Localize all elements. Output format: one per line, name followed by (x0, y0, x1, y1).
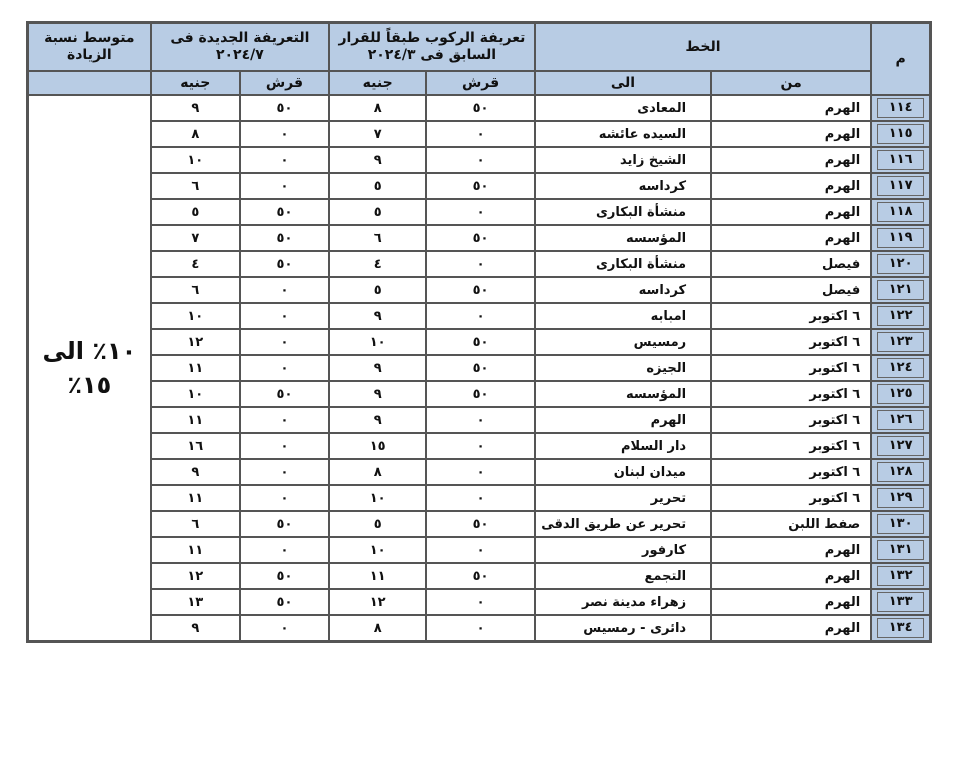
table-row (28, 563, 930, 589)
row-number-label: ١٢٢ (877, 306, 924, 326)
row-number-label: ١١٧ (877, 176, 924, 196)
row-number (871, 355, 930, 381)
header-old-piastre: قرش (426, 71, 534, 95)
from-cell: صفط اللبن (711, 511, 871, 537)
old-pound-cell: ٨ (329, 459, 426, 485)
new-pound-cell: ١٦ (151, 433, 240, 459)
to-cell: المعادى (535, 95, 711, 121)
row-number-label: ١٢٧ (877, 436, 924, 456)
new-piastre-cell: ٠ (240, 147, 329, 173)
table-row (28, 433, 930, 459)
from-cell: ٦ اكتوبر (711, 355, 871, 381)
row-number-label: ١٢٩ (877, 488, 924, 508)
to-cell: دائرى - رمسيس (535, 615, 711, 641)
header-line: الخط (535, 23, 871, 71)
table-row (28, 615, 930, 641)
row-number (871, 589, 930, 615)
row-number-label: ١٢٦ (877, 410, 924, 430)
new-pound-cell: ٩ (151, 459, 240, 485)
to-cell: الشيخ زايد (535, 147, 711, 173)
row-number (871, 485, 930, 511)
to-cell: كرداسه (535, 173, 711, 199)
row-number (871, 511, 930, 537)
table-row (28, 329, 930, 355)
row-number-label: ١٣٤ (877, 618, 924, 638)
row-number-label: ١٣١ (877, 540, 924, 560)
old-piastre-cell: ٥٠ (426, 225, 534, 251)
table-row (28, 251, 930, 277)
row-number-label: ١٢١ (877, 280, 924, 300)
old-pound-cell: ٥ (329, 199, 426, 225)
row-number-label: ١١٤ (877, 98, 924, 118)
old-pound-cell: ٩ (329, 407, 426, 433)
header-new-piastre: قرش (240, 71, 329, 95)
to-cell: الجيزه (535, 355, 711, 381)
to-cell: منشأة البكارى (535, 199, 711, 225)
from-cell: فيصل (711, 251, 871, 277)
new-pound-cell: ١٠ (151, 147, 240, 173)
from-cell: فيصل (711, 277, 871, 303)
old-pound-cell: ٥ (329, 277, 426, 303)
old-pound-cell: ٥ (329, 511, 426, 537)
row-number (871, 251, 930, 277)
new-pound-cell: ٦ (151, 511, 240, 537)
from-cell: الهرم (711, 615, 871, 641)
table-row (28, 199, 930, 225)
table-row (28, 121, 930, 147)
new-piastre-cell: ٠ (240, 407, 329, 433)
row-number (871, 381, 930, 407)
table-row (28, 303, 930, 329)
to-cell: السيده عائشه (535, 121, 711, 147)
avg-increase-value: ١٠٪ الى ١٥٪ (28, 95, 151, 641)
old-piastre-cell: ٥٠ (426, 355, 534, 381)
row-number-label: ١١٥ (877, 124, 924, 144)
fare-table (26, 21, 932, 643)
row-number-label: ١٣٣ (877, 592, 924, 612)
old-piastre-cell: ٠ (426, 537, 534, 563)
header-row-sub (28, 71, 930, 95)
to-cell: المؤسسه (535, 225, 711, 251)
new-pound-cell: ١١ (151, 537, 240, 563)
table-row (28, 381, 930, 407)
header-to: الى (535, 71, 711, 95)
new-piastre-cell: ٠ (240, 121, 329, 147)
row-number (871, 615, 930, 641)
to-cell: دار السلام (535, 433, 711, 459)
new-piastre-cell: ٠ (240, 537, 329, 563)
row-number-label: ١٢٣ (877, 332, 924, 352)
new-pound-cell: ١١ (151, 485, 240, 511)
new-piastre-cell: ٠ (240, 277, 329, 303)
new-piastre-cell: ٠ (240, 329, 329, 355)
table-row (28, 407, 930, 433)
header-avg-blank (28, 71, 151, 95)
row-number-label: ١١٨ (877, 202, 924, 222)
from-cell: الهرم (711, 121, 871, 147)
from-cell: ٦ اكتوبر (711, 407, 871, 433)
new-piastre-cell: ٠ (240, 485, 329, 511)
row-number (871, 563, 930, 589)
row-number (871, 407, 930, 433)
row-number-label: ١١٩ (877, 228, 924, 248)
to-cell: ميدان لبنان (535, 459, 711, 485)
row-number-label: ١٣٠ (877, 514, 924, 534)
table-row (28, 459, 930, 485)
from-cell: ٦ اكتوبر (711, 485, 871, 511)
row-number (871, 225, 930, 251)
row-number (871, 95, 930, 121)
new-pound-cell: ١٢ (151, 563, 240, 589)
old-piastre-cell: ٥٠ (426, 173, 534, 199)
new-piastre-cell: ٠ (240, 303, 329, 329)
table-row (28, 355, 930, 381)
row-number-label: ١٢٥ (877, 384, 924, 404)
new-pound-cell: ٦ (151, 277, 240, 303)
old-piastre-cell: ٥٠ (426, 511, 534, 537)
row-number-label: ١٢٨ (877, 462, 924, 482)
new-pound-cell: ٧ (151, 225, 240, 251)
old-piastre-cell: ٥٠ (426, 95, 534, 121)
old-pound-cell: ٨ (329, 95, 426, 121)
row-number (871, 147, 930, 173)
to-cell: المؤسسه (535, 381, 711, 407)
old-pound-cell: ١٠ (329, 537, 426, 563)
table-row (28, 511, 930, 537)
table-row (28, 95, 930, 121)
new-piastre-cell: ٥٠ (240, 199, 329, 225)
old-piastre-cell: ٠ (426, 407, 534, 433)
to-cell: زهراء مدينة نصر (535, 589, 711, 615)
old-pound-cell: ٥ (329, 173, 426, 199)
old-piastre-cell: ٠ (426, 485, 534, 511)
to-cell: تحرير (535, 485, 711, 511)
new-piastre-cell: ٠ (240, 433, 329, 459)
from-cell: الهرم (711, 589, 871, 615)
row-number (871, 303, 930, 329)
to-cell: كرداسه (535, 277, 711, 303)
header-new-pound: جنيه (151, 71, 240, 95)
row-number-label: ١٢٤ (877, 358, 924, 378)
row-number (871, 433, 930, 459)
old-piastre-cell: ٥٠ (426, 381, 534, 407)
to-cell: رمسيس (535, 329, 711, 355)
new-piastre-cell: ٠ (240, 459, 329, 485)
new-piastre-cell: ٥٠ (240, 563, 329, 589)
to-cell: التجمع (535, 563, 711, 589)
to-cell: منشأة البكارى (535, 251, 711, 277)
new-pound-cell: ١٠ (151, 381, 240, 407)
old-piastre-cell: ٠ (426, 251, 534, 277)
row-number-label: ١٣٢ (877, 566, 924, 586)
new-piastre-cell: ٠ (240, 355, 329, 381)
row-number (871, 121, 930, 147)
table-row (28, 173, 930, 199)
header-num: م (871, 23, 930, 95)
new-pound-cell: ١١ (151, 407, 240, 433)
old-piastre-cell: ٠ (426, 433, 534, 459)
new-pound-cell: ٥ (151, 199, 240, 225)
old-piastre-cell: ٥٠ (426, 277, 534, 303)
from-cell: الهرم (711, 95, 871, 121)
new-piastre-cell: ٠ (240, 173, 329, 199)
new-piastre-cell: ٥٠ (240, 381, 329, 407)
to-cell: امبابه (535, 303, 711, 329)
row-number-label: ١١٦ (877, 150, 924, 170)
to-cell: تحرير عن طريق الدقى (535, 511, 711, 537)
old-piastre-cell: ٠ (426, 199, 534, 225)
old-pound-cell: ٨ (329, 615, 426, 641)
table-row (28, 589, 930, 615)
new-pound-cell: ١٢ (151, 329, 240, 355)
old-pound-cell: ١٠ (329, 485, 426, 511)
from-cell: ٦ اكتوبر (711, 329, 871, 355)
from-cell: الهرم (711, 537, 871, 563)
new-piastre-cell: ٥٠ (240, 95, 329, 121)
new-pound-cell: ٦ (151, 173, 240, 199)
old-pound-cell: ٩ (329, 355, 426, 381)
old-piastre-cell: ٠ (426, 147, 534, 173)
row-number-label: ١٢٠ (877, 254, 924, 274)
from-cell: الهرم (711, 173, 871, 199)
old-piastre-cell: ٥٠ (426, 329, 534, 355)
row-number (871, 173, 930, 199)
old-pound-cell: ٩ (329, 303, 426, 329)
old-pound-cell: ٤ (329, 251, 426, 277)
from-cell: الهرم (711, 225, 871, 251)
from-cell: ٦ اكتوبر (711, 433, 871, 459)
new-piastre-cell: ٥٠ (240, 589, 329, 615)
header-old-pound: جنيه (329, 71, 426, 95)
new-piastre-cell: ٥٠ (240, 251, 329, 277)
old-piastre-cell: ٠ (426, 615, 534, 641)
from-cell: ٦ اكتوبر (711, 459, 871, 485)
old-piastre-cell: ٠ (426, 121, 534, 147)
row-number (871, 199, 930, 225)
from-cell: الهرم (711, 563, 871, 589)
table-row (28, 147, 930, 173)
new-pound-cell: ١١ (151, 355, 240, 381)
header-new-fare: التعريفة الجديدة فى ٢٠٢٤/٧ (151, 23, 329, 71)
from-cell: ٦ اكتوبر (711, 303, 871, 329)
table-row (28, 537, 930, 563)
table-row (28, 277, 930, 303)
row-number (871, 459, 930, 485)
from-cell: الهرم (711, 199, 871, 225)
old-piastre-cell: ٠ (426, 589, 534, 615)
header-from: من (711, 71, 871, 95)
row-number (871, 537, 930, 563)
old-piastre-cell: ٥٠ (426, 563, 534, 589)
from-cell: ٦ اكتوبر (711, 381, 871, 407)
new-pound-cell: ٤ (151, 251, 240, 277)
new-piastre-cell: ٠ (240, 615, 329, 641)
header-avg-increase: متوسط نسبة الزيادة (28, 23, 151, 71)
old-pound-cell: ١٥ (329, 433, 426, 459)
old-pound-cell: ٧ (329, 121, 426, 147)
to-cell: الهرم (535, 407, 711, 433)
old-pound-cell: ٩ (329, 381, 426, 407)
new-pound-cell: ٩ (151, 95, 240, 121)
old-pound-cell: ٩ (329, 147, 426, 173)
header-old-fare: تعريفة الركوب طبقاً للقرار السابق فى ٢٠٢٤/٣ (329, 23, 535, 71)
old-pound-cell: ١٢ (329, 589, 426, 615)
table-row (28, 225, 930, 251)
table-row (28, 485, 930, 511)
new-piastre-cell: ٥٠ (240, 225, 329, 251)
old-pound-cell: ٦ (329, 225, 426, 251)
new-pound-cell: ٩ (151, 615, 240, 641)
fare-table-body (28, 95, 930, 641)
row-number (871, 277, 930, 303)
new-pound-cell: ٨ (151, 121, 240, 147)
new-piastre-cell: ٥٠ (240, 511, 329, 537)
old-piastre-cell: ٠ (426, 303, 534, 329)
new-pound-cell: ١٠ (151, 303, 240, 329)
to-cell: كارفور (535, 537, 711, 563)
new-pound-cell: ١٣ (151, 589, 240, 615)
old-piastre-cell: ٠ (426, 459, 534, 485)
from-cell: الهرم (711, 147, 871, 173)
header-row-top (28, 23, 930, 71)
old-pound-cell: ١١ (329, 563, 426, 589)
row-number (871, 329, 930, 355)
old-pound-cell: ١٠ (329, 329, 426, 355)
